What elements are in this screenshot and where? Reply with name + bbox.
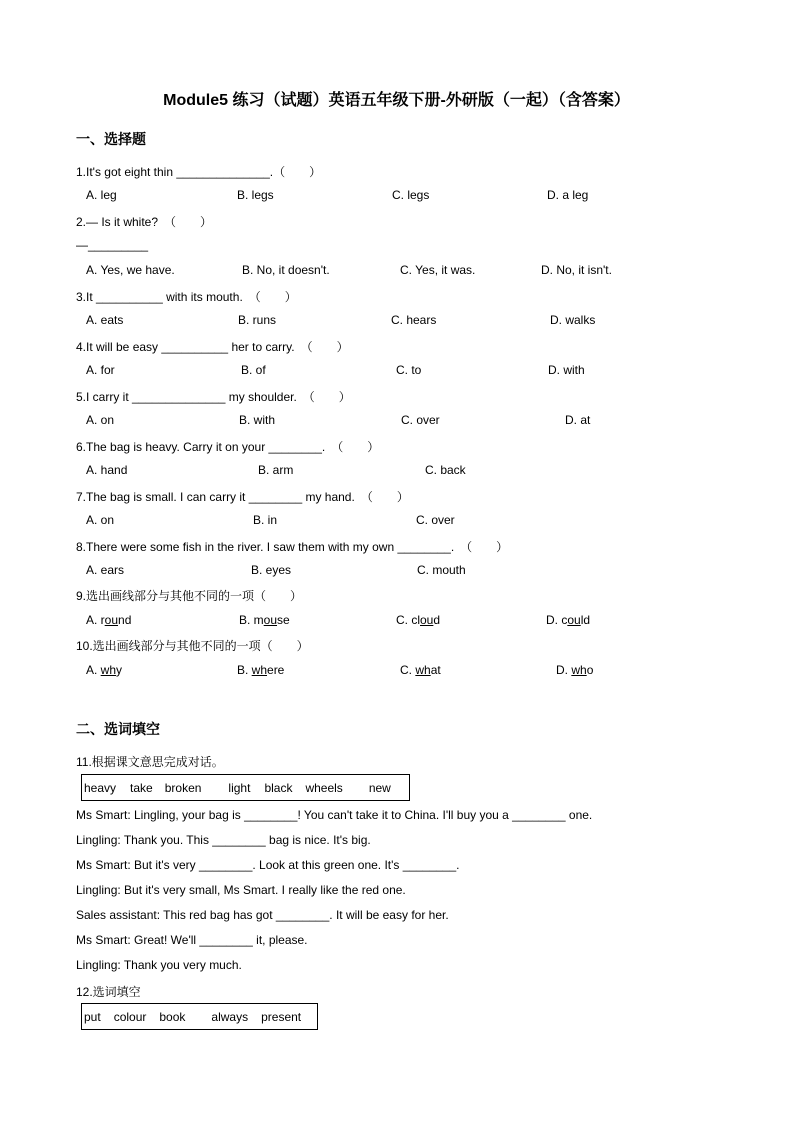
option: B. mouse	[239, 613, 290, 627]
word-bank-item: light	[228, 780, 251, 795]
dialogue-line: Sales assistant: This red bag has got ________. It will be easy for her.	[76, 908, 449, 922]
section-heading-fill: 二、选词填空	[76, 721, 160, 737]
dialogue-line: Lingling: Thank you. This ________ bag is nice. It's big.	[76, 833, 371, 847]
option: B. runs	[238, 313, 277, 327]
option: D. could	[546, 613, 591, 627]
option: C. to	[396, 363, 422, 377]
option: D. walks	[550, 313, 596, 327]
option: B. arm	[258, 463, 294, 477]
dialogue-line: Lingling: Thank you very much.	[76, 958, 242, 972]
question-stem: 11.根据课文意思完成对话。	[76, 755, 224, 769]
option: D. at	[565, 413, 591, 427]
word-bank-item: colour	[113, 1009, 147, 1024]
option: B. No, it doesn't.	[242, 263, 330, 277]
option: B. of	[241, 363, 266, 377]
dialogue-line: Ms Smart: But it's very ________. Look at this green one. It's ________.	[76, 858, 460, 872]
option: C. Yes, it was.	[400, 263, 476, 277]
word-bank-item: wheels	[305, 780, 343, 795]
option: D. with	[548, 363, 585, 377]
question-stem: 12.选词填空	[76, 985, 141, 999]
word-bank-item: heavy	[84, 780, 117, 795]
word-bank-item: black	[264, 780, 293, 795]
option: D. who	[556, 663, 594, 677]
word-bank-item: put	[84, 1009, 101, 1024]
option: D. No, it isn't.	[541, 263, 612, 277]
option: A. why	[86, 663, 123, 677]
question-stem: 6.The bag is heavy. Carry it on your ________. （ ）	[76, 440, 380, 454]
option: D. a leg	[547, 188, 589, 202]
word-bank-item: take	[130, 780, 153, 795]
question-stem: 9.选出画线部分与其他不同的一项（ ）	[76, 589, 303, 603]
word-bank	[81, 774, 410, 801]
option: A. round	[86, 613, 132, 627]
question-stem: 2.— Is it white? （ ）	[76, 215, 213, 229]
word-bank-item: present	[261, 1009, 302, 1024]
option: C. over	[416, 513, 455, 527]
question-answer-line: —_________	[76, 238, 149, 252]
option: C. cloud	[396, 613, 441, 627]
word-bank-item: always	[211, 1009, 249, 1024]
option: C. mouth	[417, 563, 466, 577]
dialogue-line: Ms Smart: Great! We'll ________ it, please.	[76, 933, 308, 947]
word-bank-item: book	[159, 1009, 186, 1024]
option: A. hand	[86, 463, 128, 477]
word-bank	[81, 1003, 318, 1030]
option: C. what	[400, 663, 441, 677]
dialogue-line: Lingling: But it's very small, Ms Smart. I really like the red one.	[76, 883, 406, 897]
question-stem: 4.It will be easy __________ her to carry. （ ）	[76, 340, 349, 354]
dialogue-line: Ms Smart: Lingling, your bag is ________! You can't take it to China. I'll buy you a ________ one.	[76, 808, 593, 822]
question-stem: 8.There were some fish in the river. I saw them with my own ________. （ ）	[76, 540, 509, 554]
page-title: Module5 练习（试题）英语五年级下册-外研版（一起）（含答案）	[163, 92, 630, 109]
question-stem: 5.I carry it ______________ my shoulder. （ ）	[76, 390, 351, 404]
word-bank-item: broken	[164, 780, 202, 795]
question-stem: 1.It's got eight thin ______________.（ ）	[76, 165, 322, 179]
option: A. leg	[86, 188, 117, 202]
option: B. legs	[237, 188, 274, 202]
option: B. eyes	[251, 563, 292, 577]
option: B. with	[239, 413, 276, 427]
option: A. on	[86, 413, 115, 427]
option: B. in	[253, 513, 278, 527]
option: C. over	[401, 413, 440, 427]
word-bank-item: new	[368, 780, 391, 795]
option: C. legs	[392, 188, 430, 202]
option: A. Yes, we have.	[86, 263, 175, 277]
option: A. ears	[86, 563, 125, 577]
question-stem: 10.选出画线部分与其他不同的一项（ ）	[76, 639, 309, 653]
option: A. on	[86, 513, 115, 527]
question-stem: 7.The bag is small. I can carry it ________ my hand. （ ）	[76, 490, 409, 504]
question-stem: 3.It __________ with its mouth. （ ）	[76, 290, 297, 304]
section-heading-choice: 一、选择题	[76, 131, 146, 147]
option: C. back	[425, 463, 466, 477]
option: A. eats	[86, 313, 124, 327]
option: C. hears	[391, 313, 437, 327]
option: B. where	[237, 663, 285, 677]
option: A. for	[86, 363, 115, 377]
